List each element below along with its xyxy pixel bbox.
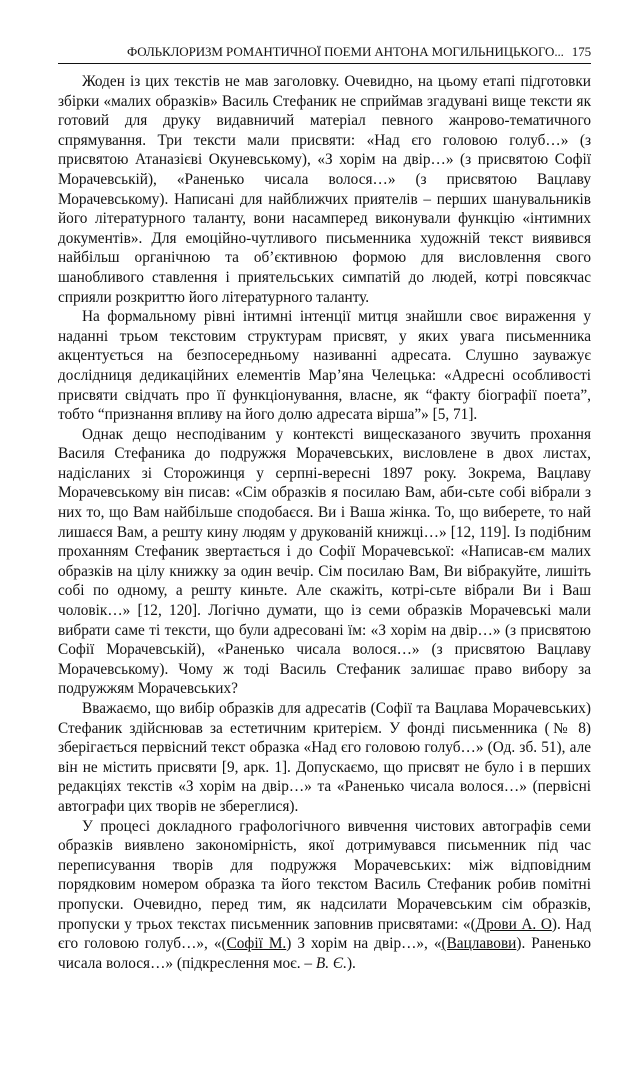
page-number: 175 bbox=[571, 44, 591, 59]
paragraph-5-text-3: ) З хорім на двір…», « bbox=[286, 935, 442, 953]
running-header bbox=[58, 44, 591, 64]
paragraph-5-text-5: ). bbox=[346, 954, 356, 972]
paragraph-3: Однак дещо несподіваним у контексті вищесказаного звучить прохання Василя Стефаника до подружжя Морачевських, висловлене в двох листах, надісланих зі Сторожинця у серпні-вересні 1897 року. Зокрема, Вацлаву Морачевському він писав: «Сім образків я посилаю Вам, аби-сьте собі вібрали з них то, що Вам найбільше сподобаєся. Ви і Ваша жінка. То, що виберете, то най лишаєся Вам, а решту кину людям у друкованій книжці…» [12, 119]. Із подібним проханням Стефаник звертається і до Софії Морачевської: «Написав-єм малих образків на цілу книжку за один вечір. Сім посилаю Вам, Ви вібракуйте, лишіть собі по одному, а решту киньте. Але скажіть, котрі-сьте вібрали Ви і Ваш чоловік…» [12, 120]. Логічно думати, що із семи образків Морачевські мали вибрати саме ті тексти, що були адресовані їм: «З хорім на двір…» (з присвятою Софії Морачевській), «Раненько чисала волося…» (з присвятою Вацлаву Морачевському). Чому ж тоді Василь Стефаник залишає право вибору за подружжям Морачевських? bbox=[58, 425, 591, 698]
underlined-dedication-2: Софії М. bbox=[226, 935, 287, 953]
underlined-dedication-3: (Вацлавови bbox=[441, 935, 517, 953]
paragraph-5 bbox=[58, 817, 591, 974]
paragraph-1: Жоден із цих текстів не мав заголовку. Очевидно, на цьому етапі підготовки збірки «малих образків» Василь Стефаник не сприймав згадувані вище тексти як готовий для друку видавничий матеріал певного жанрово-тематичного спрямування. Три тексти мали присвяти: «Над єго головою голуб…» (з присвятою Атаназієві Окуневському), «З хорім на двір…» (з присвятою Софії Морачевській), «Раненько чисала волося…» (з присвятою Вацлаву Морачевському). Написані для найближчих приятелів – перших шанувальників його літературного таланту, вони насамперед виконували функцію «інтимних документів». Для емоційно-чутливого письменника художній текст виявився найбільш органічною та об’єктивною формою для висловлення свого шанобливого ставлення і приятельських симпатій до людей, котрі повсякчас сприяли розкриттю його літературного таланту. bbox=[58, 73, 591, 306]
paragraph-5-text-4: ). Раненько чисала волося…» (підкреслення моє. – bbox=[58, 935, 591, 972]
running-title: ФОЛЬКЛОРИЗМ РОМАНТИЧНОЇ ПОЕМИ АНТОНА МОГИЛЬНИЦЬКОГО... bbox=[126, 44, 564, 59]
paragraph-5-text-2: ). Над єго головою голуб…», «( bbox=[58, 915, 591, 953]
underlined-dedication-1: Дрови А. О bbox=[475, 915, 552, 933]
author-initials: В. Є. bbox=[315, 954, 347, 972]
paragraph-4: Вважаємо, що вибір образків для адресатів (Софії та Вацлава Морачевських) Стефаник здійснював за естетичним критерієм. У фонді письменника (№ 8) зберігається первісний текст образка «Над єго головою голуб…» (Од. зб. 51), але він не містить присвяти [9, арк. 1]. Допускаємо, що присвят не було і в перших редакціях текстів «З хорім на двір…» та «Раненько чисала волося…» (первісні автографи цих творів не збереглися). bbox=[58, 700, 591, 815]
paragraph-2: На формальному рівні інтимні інтенції митця знайшли своє вираження у наданні трьом текстовим структурам присвят, у яких увага письменника акцентується на безпосередньому називанні адресата. Слушно зауважує дослідниця дедикаційних елементів Мар’яна Челецька: «Адресні особливості присвяти свідчать про її функціонування, власне, як “факту біографії поета”, тобто “признання впливу на його долю адресата вірша”» [5, 71]. bbox=[58, 308, 591, 424]
paragraph-5-text: У процесі докладного графологічного вивчення чистових автографів семи образків виявлено закономірність, якої дотримувався письменник під час переписування творів для подружжя Морачевських: між відповідним порядковим номером образка та його текстом Василь Стефаник робив помітні пропуски. Очевидно, перед тим, як надсилати Морачевським сім образків, пропуски у трьох текстах письменник заповнив присвятами: «( bbox=[58, 817, 591, 933]
